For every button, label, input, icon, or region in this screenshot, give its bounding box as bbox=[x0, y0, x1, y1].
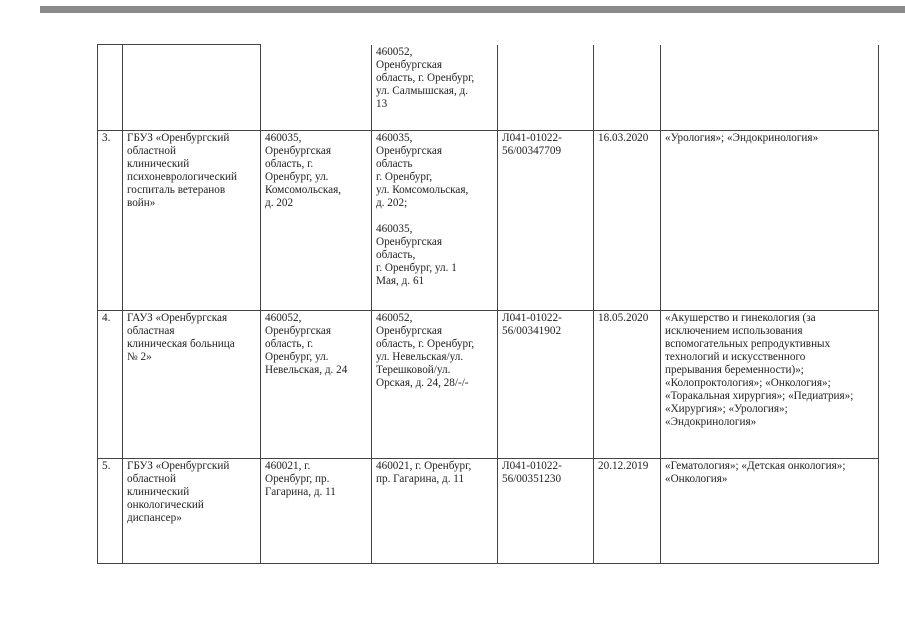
medical-profiles: «Урология»; «Эндокринология» bbox=[661, 131, 879, 311]
legal-address: 460035, Оренбургская область, г. Оренбург, ул. Комсомольская, д. 202 bbox=[261, 131, 372, 311]
activity-address bbox=[372, 311, 498, 459]
table-row bbox=[98, 131, 879, 311]
activity-address bbox=[372, 45, 498, 131]
activity-address bbox=[372, 131, 498, 311]
license-date bbox=[594, 45, 661, 131]
row-number bbox=[98, 45, 123, 131]
table-row bbox=[98, 311, 879, 459]
row-number: 4. bbox=[98, 311, 123, 459]
activity-address-1: 460052, Оренбургская область, г. Оренбург, ул. Невельская/ул. Терешковой/ул. Орская, д. 24, 28/-/- bbox=[376, 312, 475, 389]
activity-address bbox=[372, 459, 498, 564]
license-date: 16.03.2020 bbox=[594, 131, 661, 311]
license-number bbox=[498, 45, 594, 131]
organization-name: ГАУЗ «Оренбургская областная клиническая больница № 2» bbox=[123, 311, 261, 459]
legal-address bbox=[261, 45, 372, 131]
table-row bbox=[98, 45, 879, 131]
activity-address-1: 460052, Оренбургская область, г. Оренбург, ул. Салмышская, д. 13 bbox=[376, 45, 475, 110]
medical-profiles bbox=[661, 45, 879, 131]
clinics-table bbox=[97, 44, 879, 564]
medical-profiles: «Гематология»; «Детская онкология»; «Онкология» bbox=[661, 459, 879, 564]
license-number: Л041-01022- 56/00341902 bbox=[498, 311, 594, 459]
legal-address: 460021, г. Оренбург, пр. Гагарина, д. 11 bbox=[261, 459, 372, 564]
row-number: 3. bbox=[98, 131, 123, 311]
activity-address-1: 460035, Оренбургская область г. Оренбург, ул. Комсомольская, д. 202; bbox=[376, 132, 469, 209]
license-date: 18.05.2020 bbox=[594, 311, 661, 459]
license-date: 20.12.2019 bbox=[594, 459, 661, 564]
organization-name bbox=[123, 45, 261, 131]
activity-address-1: 460021, г. Оренбург, пр. Гагарина, д. 11 bbox=[376, 460, 472, 485]
medical-profiles: «Акушерство и гинекология (за исключением использования вспомогательных репродуктивных технологий и искусственного прерывания беременности)»; «Колопроктология»; «Онкология»; «Торакальная хирургия»; «Педиатрия»; «Хирургия»; «Урология»; «Эндокринология» bbox=[661, 311, 879, 459]
activity-address-2: 460035, Оренбургская область, г. Оренбург, ул. 1 Мая, д. 61 bbox=[376, 223, 457, 287]
table-row bbox=[98, 459, 879, 564]
license-number: Л041-01022- 56/00351230 bbox=[498, 459, 594, 564]
organization-name: ГБУЗ «Оренбургский областной клинический онкологический диспансер» bbox=[123, 459, 261, 564]
page-top-bar bbox=[40, 6, 905, 13]
organization-name: ГБУЗ «Оренбургский областной клинический психоневрологический госпиталь ветеранов войн» bbox=[123, 131, 261, 311]
legal-address: 460052, Оренбургская область, г. Оренбург, ул. Невельская, д. 24 bbox=[261, 311, 372, 459]
row-number: 5. bbox=[98, 459, 123, 564]
license-number: Л041-01022- 56/00347709 bbox=[498, 131, 594, 311]
